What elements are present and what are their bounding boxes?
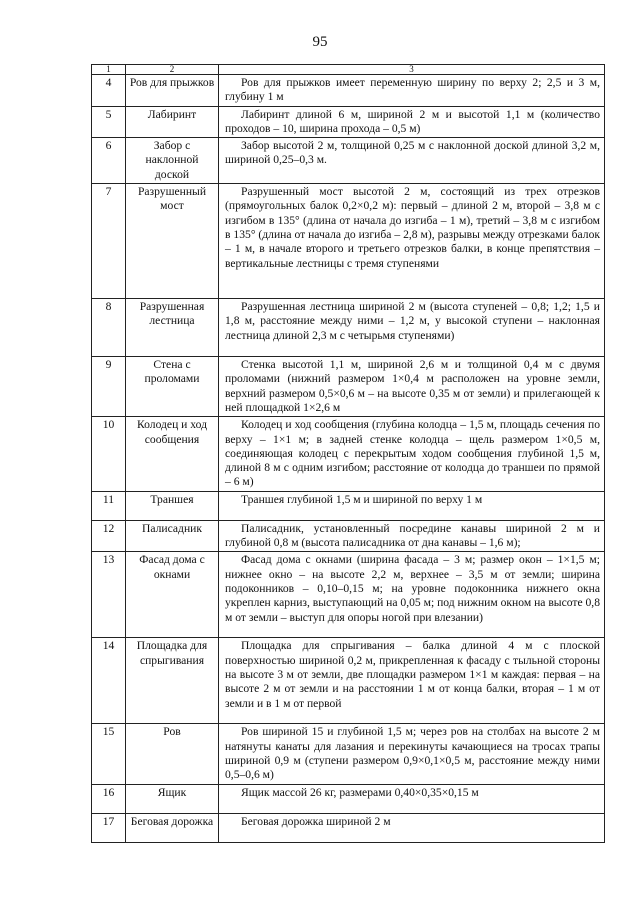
obstacle-name: Забор с наклонной доской [126, 138, 219, 184]
header-col-1: 1 [92, 65, 126, 75]
row-number: 6 [92, 138, 126, 184]
row-number: 7 [92, 184, 126, 299]
obstacle-name: Стена с проломами [126, 357, 219, 417]
obstacle-name: Ящик [126, 784, 219, 813]
obstacle-description: Лабиринт длиной 6 м, шириной 2 м и высотой 1,1 м (количество проходов – 10, ширина прохода – 0,5 м) [219, 106, 605, 138]
table-header-row [92, 65, 605, 75]
obstacle-description: Забор высотой 2 м, толщиной 0,25 м с наклонной доской длиной 3,2 м, шириной 0,25–0,3 м. [219, 138, 605, 184]
table-row [92, 417, 605, 491]
row-number: 8 [92, 299, 126, 357]
obstacle-description: Колодец и ход сообщения (глубина колодца – 1,5 м, площадь сечения по верху – 1×1 м; в задней стенке колодца – щель размером 1×0,5 м, соединяющая колодец с перекрытым ходом сообщения глубиной 1,5 м, длиной 8 м с одним изгибом; расстояние от колодца до траншеи по прямой – 6 м) [219, 417, 605, 491]
obstacle-description: Разрушенная лестница шириной 2 м (высота ступеней – 0,8; 1,2; 1,5 и 1,8 м, расстояние между ними – 1,2 м, у высокой ступени – наклонная лестница длиной 2,3 м с четырьмя ступенями) [219, 299, 605, 357]
obstacle-name: Траншея [126, 491, 219, 520]
table-row [92, 784, 605, 813]
obstacle-description: Разрушенный мост высотой 2 м, состоящий из трех отрезков (прямоугольных балок 0,2×0,2 м): первый – длиной 2 м, второй – 3,8 м с изгибом в 135° (длина от начала до изгиба – 1 м), третий – 3,8 м с изгибом в 135° (длина от начала до изгиба – 2,8 м), разрывы между отрезками балок – 1 м, в начале второго и третьего отрезков балки, в конце препятствия – вертикальные лестницы с тремя ступенями [219, 184, 605, 299]
row-number: 15 [92, 724, 126, 784]
obstacle-description: Стенка высотой 1,1 м, шириной 2,6 м и толщиной 0,4 м с двумя проломами (нижний размером 1×0,4 м расположен на уровне земли, верхний размером 0,5×0,6 м – на высоте 0,35 м от земли) и прилегающей к ней площадкой 1×2,6 м [219, 357, 605, 417]
row-number: 9 [92, 357, 126, 417]
table-row [92, 724, 605, 784]
obstacle-name: Фасад дома с окнами [126, 552, 219, 638]
row-number: 4 [92, 75, 126, 107]
obstacle-description: Беговая дорожка шириной 2 м [219, 813, 605, 842]
obstacle-name: Ров для прыжков [126, 75, 219, 107]
table-row [92, 75, 605, 107]
row-number: 17 [92, 813, 126, 842]
obstacle-name: Разрушенный мост [126, 184, 219, 299]
table-row [92, 299, 605, 357]
row-number: 10 [92, 417, 126, 491]
obstacle-name: Палисадник [126, 520, 219, 552]
table-row [92, 520, 605, 552]
row-number: 16 [92, 784, 126, 813]
table-row [92, 491, 605, 520]
table-row [92, 813, 605, 842]
obstacle-description: Ящик массой 26 кг, размерами 0,40×0,35×0,15 м [219, 784, 605, 813]
row-number: 11 [92, 491, 126, 520]
table-row [92, 138, 605, 184]
table-row [92, 357, 605, 417]
row-number: 13 [92, 552, 126, 638]
obstacle-name: Площадка для спрыгивания [126, 638, 219, 724]
row-number: 5 [92, 106, 126, 138]
obstacle-description: Палисадник, установленный посредине канавы шириной 2 м и глубиной 0,8 м (высота палисадника от дна канавы – 1,6 м); [219, 520, 605, 552]
obstacle-name: Лабиринт [126, 106, 219, 138]
header-col-2: 2 [126, 65, 219, 75]
obstacle-description: Фасад дома с окнами (ширина фасада – 3 м; размер окон – 1×1,5 м; нижнее окно – на высоте 2,2 м, верхнее – 3,5 м от земли; ширина подоконников – 0,10–0,15 м; на уровне подоконника нижнего окна укреплен карниз, выступающий на 0,05 м; под нижним окном на высоте 0,8 м от земли – выступ для опоры ногой при влезании) [219, 552, 605, 638]
obstacle-description: Траншея глубиной 1,5 м и шириной по верху 1 м [219, 491, 605, 520]
table-row [92, 552, 605, 638]
row-number: 14 [92, 638, 126, 724]
obstacle-description: Площадка для спрыгивания – балка длиной 4 м с плоской поверхностью шириной 0,2 м, прикрепленная к фасаду с тыльной стороны на высоте 3 м от земли, две площадки размером 1×1 м каждая: первая – на высоте 2 м от земли и на расстоянии 1 м от конца балки, вторая – 1 м от земли и в 1 м от первой [219, 638, 605, 724]
obstacles-table [91, 64, 605, 843]
table-row [92, 184, 605, 299]
table-row [92, 106, 605, 138]
header-col-3: 3 [219, 65, 605, 75]
obstacle-description: Ров для прыжков имеет переменную ширину по верху 2; 2,5 и 3 м, глубину 1 м [219, 75, 605, 107]
table-row [92, 638, 605, 724]
obstacle-name: Разрушенная лестница [126, 299, 219, 357]
obstacle-name: Колодец и ход сообщения [126, 417, 219, 491]
page-number: 95 [312, 34, 328, 50]
obstacle-name: Беговая дорожка [126, 813, 219, 842]
obstacle-description: Ров шириной 15 и глубиной 1,5 м; через ров на столбах на высоте 2 м натянуты канаты для лазания и перекинуты качающиеся на тросах трапы шириной 0,9 м (ступени размером 0,9×0,1×0,5 м, расстояние между ними 0,5–0,6 м) [219, 724, 605, 784]
obstacle-name: Ров [126, 724, 219, 784]
row-number: 12 [92, 520, 126, 552]
